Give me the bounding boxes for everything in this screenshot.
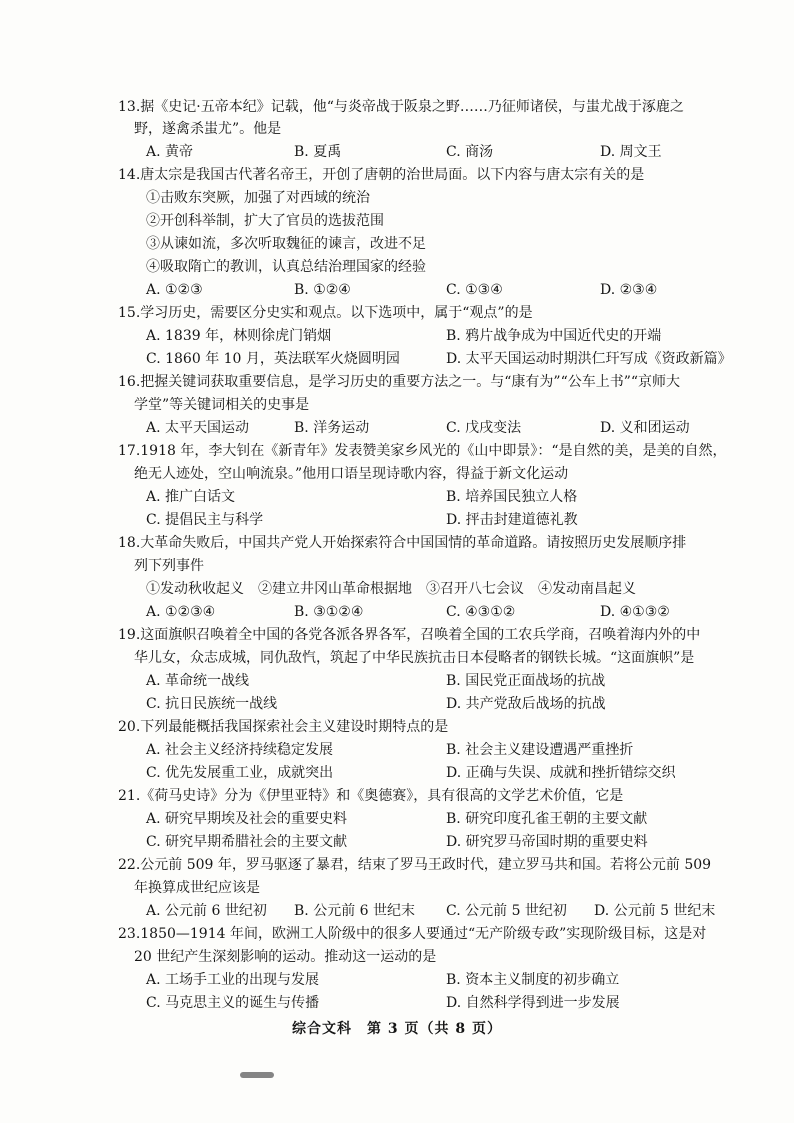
q15-option-d: D. 太平天国运动时期洪仁玕写成《资政新篇》 bbox=[446, 351, 732, 367]
q14-statement-2: ②开创科举制，扩大了官员的选拔范围 bbox=[146, 213, 384, 229]
q13-option-d: D. 周文王 bbox=[600, 144, 662, 160]
q14-statement-3: ③从谏如流，多次听取魏征的谏言，改进不足 bbox=[146, 236, 426, 252]
scan-mark bbox=[240, 1072, 274, 1078]
q23-option-c: C. 马克思主义的诞生与传播 bbox=[146, 995, 320, 1011]
q16-option-a: A. 太平天国运动 bbox=[146, 420, 250, 436]
q19-option-c: C. 抗日民族统一战线 bbox=[146, 696, 278, 712]
q17-stem-line1: 17.1918 年，李大钊在《新青年》发表赞美家乡风光的《山中即景》：“是自然的美，是美的自然， bbox=[118, 443, 727, 459]
q17-option-b: B. 培养国民独立人格 bbox=[446, 489, 578, 505]
q21-stem: 21.《荷马史诗》分为《伊里亚特》和《奥德赛》，具有很高的文学艺术价值，它是 bbox=[118, 788, 624, 804]
q18-stem-line2: 列下列事件 bbox=[134, 558, 204, 574]
q15-option-a: A. 1839 年，林则徐虎门销烟 bbox=[146, 328, 332, 344]
q18-option-a: A. ①②③④ bbox=[146, 604, 216, 620]
q15-stem: 15.学习历史，需要区分史实和观点。以下选项中，属于“观点”的是 bbox=[118, 305, 533, 321]
q19-option-a: A. 革命统一战线 bbox=[146, 673, 250, 689]
q20-option-d: D. 正确与失误、成就和挫折错综交织 bbox=[446, 765, 676, 781]
q20-stem: 20.下列最能概括我国探索社会主义建设时期特点的是 bbox=[118, 719, 449, 735]
q19-stem-line2: 华儿女，众志成城，同仇敌忾，筑起了中华民族抗击日本侵略者的钢铁长城。“这面旗帜”是 bbox=[134, 650, 695, 666]
q23-stem-line2: 20 世纪产生深刻影响的运动。推动这一运动的是 bbox=[134, 949, 437, 965]
q19-stem-line1: 19.这面旗帜召唤着全中国的各党各派各界各军，召唤着全国的工农兵学商，召唤着海内外的中 bbox=[118, 627, 701, 643]
q14-option-c: C. ①③④ bbox=[446, 282, 503, 298]
q21-option-c: C. 研究早期希腊社会的主要文献 bbox=[146, 834, 348, 850]
q20-option-c: C. 优先发展重工业，成就突出 bbox=[146, 765, 334, 781]
q22-option-c: C. 公元前 5 世纪初 bbox=[446, 903, 567, 919]
q14-stem: 14.唐太宗是我国古代著名帝王，开创了唐朝的治世局面。以下内容与唐太宗有关的是 bbox=[118, 167, 645, 183]
q13-option-b: B. 夏禹 bbox=[294, 144, 342, 160]
q23-option-a: A. 工场手工业的出现与发展 bbox=[146, 972, 320, 988]
q21-option-b: B. 研究印度孔雀王朝的主要文献 bbox=[446, 811, 648, 827]
q17-option-c: C. 提倡民主与科学 bbox=[146, 512, 264, 528]
q14-statement-1: ①击败东突厥，加强了对西域的统治 bbox=[146, 190, 370, 206]
q23-option-b: B. 资本主义制度的初步确立 bbox=[446, 972, 620, 988]
q13-option-a: A. 黄帝 bbox=[146, 144, 194, 160]
q16-stem-line2: 学堂”等关键词相关的史事是 bbox=[134, 397, 310, 413]
q17-option-a: A. 推广白话文 bbox=[146, 489, 236, 505]
q13-stem-line1: 13.据《史记·五帝本纪》记载，他“与炎帝战于阪泉之野……乃征师诸侯，与蚩尤战于涿鹿之 bbox=[118, 99, 684, 115]
q16-option-b: B. 洋务运动 bbox=[294, 420, 370, 436]
q22-stem-line1: 22.公元前 509 年，罗马驱逐了暴君，结束了罗马王政时代，建立罗马共和国。若将公元前 509 bbox=[118, 857, 712, 873]
q13-option-c: C. 商汤 bbox=[446, 144, 494, 160]
q21-option-a: A. 研究早期埃及社会的重要史料 bbox=[146, 811, 348, 827]
page-footer: 综合文科 第 3 页（共 8 页） bbox=[292, 1021, 502, 1037]
q18-option-b: B. ③①②④ bbox=[294, 604, 364, 620]
q17-option-d: D. 抨击封建道德礼教 bbox=[446, 512, 578, 528]
q23-stem-line1: 23.1850—1914 年间，欧洲工人阶级中的很多人要通过“无产阶级专政”实现阶级目标，这是对 bbox=[118, 926, 707, 942]
q18-stem-line1: 18.大革命失败后，中国共产党人开始探索符合中国国情的革命道路。请按照历史发展顺序排 bbox=[118, 535, 687, 551]
q22-option-d: D. 公元前 5 世纪末 bbox=[594, 903, 716, 919]
q16-stem-line1: 16.把握关键词获取重要信息，是学习历史的重要方法之一。与“康有为”“公车上书”“京师大 bbox=[118, 374, 681, 390]
q14-option-d: D. ②③④ bbox=[600, 282, 658, 298]
q22-option-b: B. 公元前 6 世纪末 bbox=[294, 903, 415, 919]
q14-statement-4: ④吸取隋亡的教训，认真总结治理国家的经验 bbox=[146, 259, 426, 275]
q22-option-a: A. 公元前 6 世纪初 bbox=[146, 903, 267, 919]
q13-stem-line2: 野，遂禽杀蚩尤”。他是 bbox=[134, 121, 282, 137]
q20-option-a: A. 社会主义经济持续稳定发展 bbox=[146, 742, 334, 758]
q21-option-d: D. 研究罗马帝国时期的重要史料 bbox=[446, 834, 648, 850]
q15-option-b: B. 鸦片战争成为中国近代史的开端 bbox=[446, 328, 662, 344]
q14-option-a: A. ①②③ bbox=[146, 282, 203, 298]
q16-option-c: C. 戊戌变法 bbox=[446, 420, 522, 436]
q22-stem-line2: 年换算成世纪应该是 bbox=[134, 880, 260, 896]
q15-option-c: C. 1860 年 10 月，英法联军火烧圆明园 bbox=[146, 351, 400, 367]
q18-events: ①发动秋收起义 ②建立井冈山革命根据地 ③召开八七会议 ④发动南昌起义 bbox=[146, 581, 636, 597]
q16-option-d: D. 义和团运动 bbox=[600, 420, 690, 436]
q17-stem-line2: 绝无人迹处，空山响流泉。”他用口语呈现诗歌内容，得益于新文化运动 bbox=[134, 466, 569, 482]
q19-option-d: D. 共产党敌后战场的抗战 bbox=[446, 696, 606, 712]
q14-option-b: B. ①②④ bbox=[294, 282, 351, 298]
q19-option-b: B. 国民党正面战场的抗战 bbox=[446, 673, 606, 689]
q18-option-c: C. ④③①② bbox=[446, 604, 516, 620]
q20-option-b: B. 社会主义建设遭遇严重挫折 bbox=[446, 742, 634, 758]
q18-option-d: D. ④①③② bbox=[600, 604, 670, 620]
q23-option-d: D. 自然科学得到进一步发展 bbox=[446, 995, 620, 1011]
